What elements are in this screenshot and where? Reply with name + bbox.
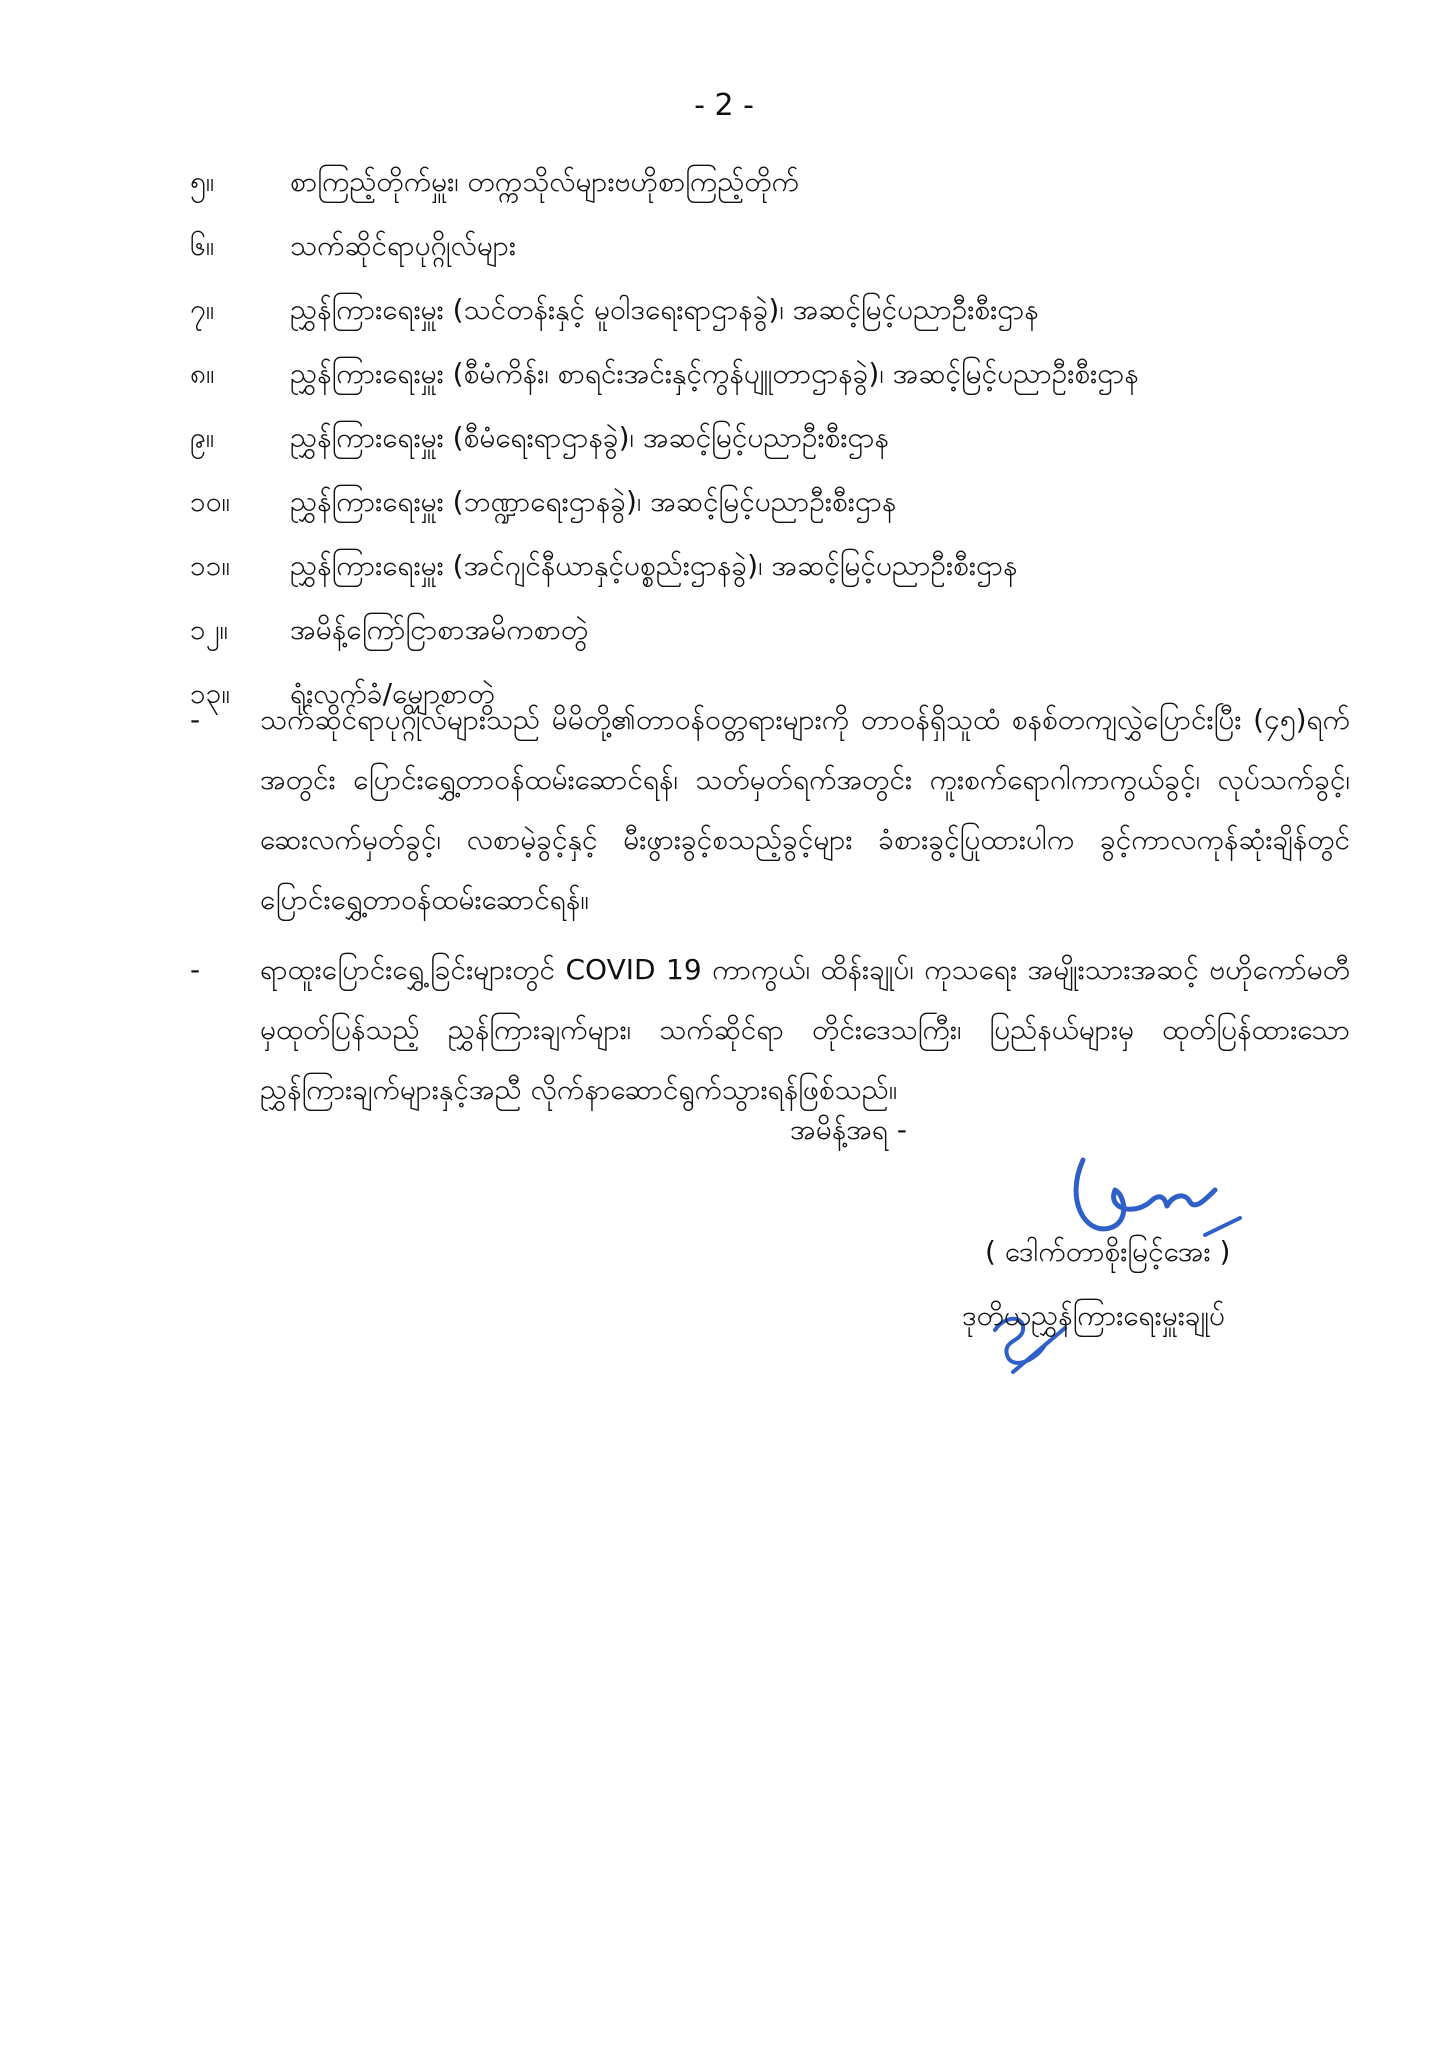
list-item <box>190 222 1310 286</box>
distribution-list <box>190 158 1310 734</box>
list-item-number: ၅။ <box>190 165 215 198</box>
list-item <box>190 286 1310 350</box>
list-item-text: ရုံးလက်ခံ/မျှောစာတွဲ <box>290 677 495 710</box>
instruction-notes <box>190 690 1350 1130</box>
list-item-text: အမိန့်ကြော်ငြာစာအမိကစာတွဲ <box>290 613 589 646</box>
list-item-number: ၇။ <box>190 293 215 326</box>
list-item-number: ၆။ <box>190 229 215 262</box>
list-item <box>190 414 1310 478</box>
bullet-dash: - <box>190 703 201 736</box>
on-behalf-text: အမိန့်အရ - <box>790 1113 907 1146</box>
list-item-text: သက်ဆိုင်ရာပုဂ္ဂိုလ်များ <box>290 229 516 262</box>
signer-name: ( ဒေါက်တာစိုးမြင့်အေး ) <box>985 1235 1231 1268</box>
page-number: - 2 - <box>694 88 754 123</box>
signer-title: ဒုတိယညွှန်ကြားရေးမှူးချုပ် <box>962 1299 1225 1332</box>
instruction-note-text: သက်ဆိုင်ရာပုဂ္ဂိုလ်များသည် မိမိတို့၏တာဝန်ဝတ္တရားများကို တာဝန်ရှိသူထံ စနစ်တကျလွှဲပြောင်းပြီး (၄၅)ရက်အတွင်း ပြောင်းရွှေ့တာဝန်ထမ်းဆောင်ရန်၊ သတ်မှတ်ရက်အတွင်း ကူးစက်ရောဂါကာကွယ်ခွင့်၊ လုပ်သက်ခွင့်၊ ဆေးလက်မှတ်ခွင့်၊ လစာမဲ့ခွင့်နှင့် မီးဖွားခွင့်စသည့်ခွင့်များ ခံစားခွင့်ပြုထားပါက ခွင့်ကာလကုန်ဆုံးချိန်တွင် ပြောင်းရွှေ့တာဝန်ထမ်းဆောင်ရန်။ <box>260 703 1350 916</box>
list-item-text: ညွှန်ကြားရေးမှူး (စီမံရေးရာဌာနခွဲ)၊ အဆင့်မြင့်ပညာဦးစီးဌာန <box>290 421 889 454</box>
list-item <box>190 542 1310 606</box>
list-item-number: ၁၁။ <box>190 549 230 582</box>
list-item-text: ညွှန်ကြားရေးမှူး (သင်တန်းနှင့် မူဝါဒရေးရာဌာနခွဲ)၊ အဆင့်မြင့်ပညာဦးစီးဌာန <box>290 293 1039 326</box>
list-item-number: ၁၂။ <box>190 613 228 646</box>
instruction-note <box>190 940 1350 1120</box>
list-item-number: ၁၀။ <box>190 485 230 518</box>
list-item-text: ညွှန်ကြားရေးမှူး (စီမံကိန်း၊ စာရင်းအင်းနှင့်ကွန်ပျူတာဌာနခွဲ)၊ အဆင့်မြင့်ပညာဦးစီးဌာန <box>290 357 1139 390</box>
list-item <box>190 606 1310 670</box>
list-item-text: ညွှန်ကြားရေးမှူး (အင်ဂျင်နီယာနှင့်ပစ္စည်းဌာနခွဲ)၊ အဆင့်မြင့်ပညာဦးစီးဌာန <box>290 549 1018 582</box>
instruction-note-text: ရာထူးပြောင်းရွှေ့ခြင်းများတွင် COVID 19 ကာကွယ်၊ ထိန်းချုပ်၊ ကုသရေး အမျိုးသားအဆင့် ဗဟိုကော်မတီမှထုတ်ပြန်သည့် ညွှန်ကြားချက်များ၊ သက်ဆိုင်ရာ တိုင်းဒေသကြီး၊ ပြည်နယ်များမှ ထုတ်ပြန်ထားသောညွှန်ကြားချက်များနှင့်အညီ လိုက်နာဆောင်ရွက်သွားရန်ဖြစ်သည်။ <box>260 953 1350 1106</box>
bullet-dash: - <box>190 953 201 986</box>
list-item-number: ၉။ <box>190 421 215 454</box>
list-item-text: စာကြည့်တိုက်မှူး၊ တက္ကသိုလ်များဗဟိုစာကြည့်တိုက် <box>290 165 800 198</box>
list-item-number: ၈။ <box>190 357 215 390</box>
list-item <box>190 350 1310 414</box>
instruction-note <box>190 690 1350 930</box>
list-item-text: ညွှန်ကြားရေးမှူး (ဘဏ္ဍာရေးဌာနခွဲ)၊ အဆင့်မြင့်ပညာဦးစီးဌာန <box>290 485 897 518</box>
list-item-number: ၁၃။ <box>190 677 230 710</box>
list-item <box>190 478 1310 542</box>
list-item <box>190 158 1310 222</box>
